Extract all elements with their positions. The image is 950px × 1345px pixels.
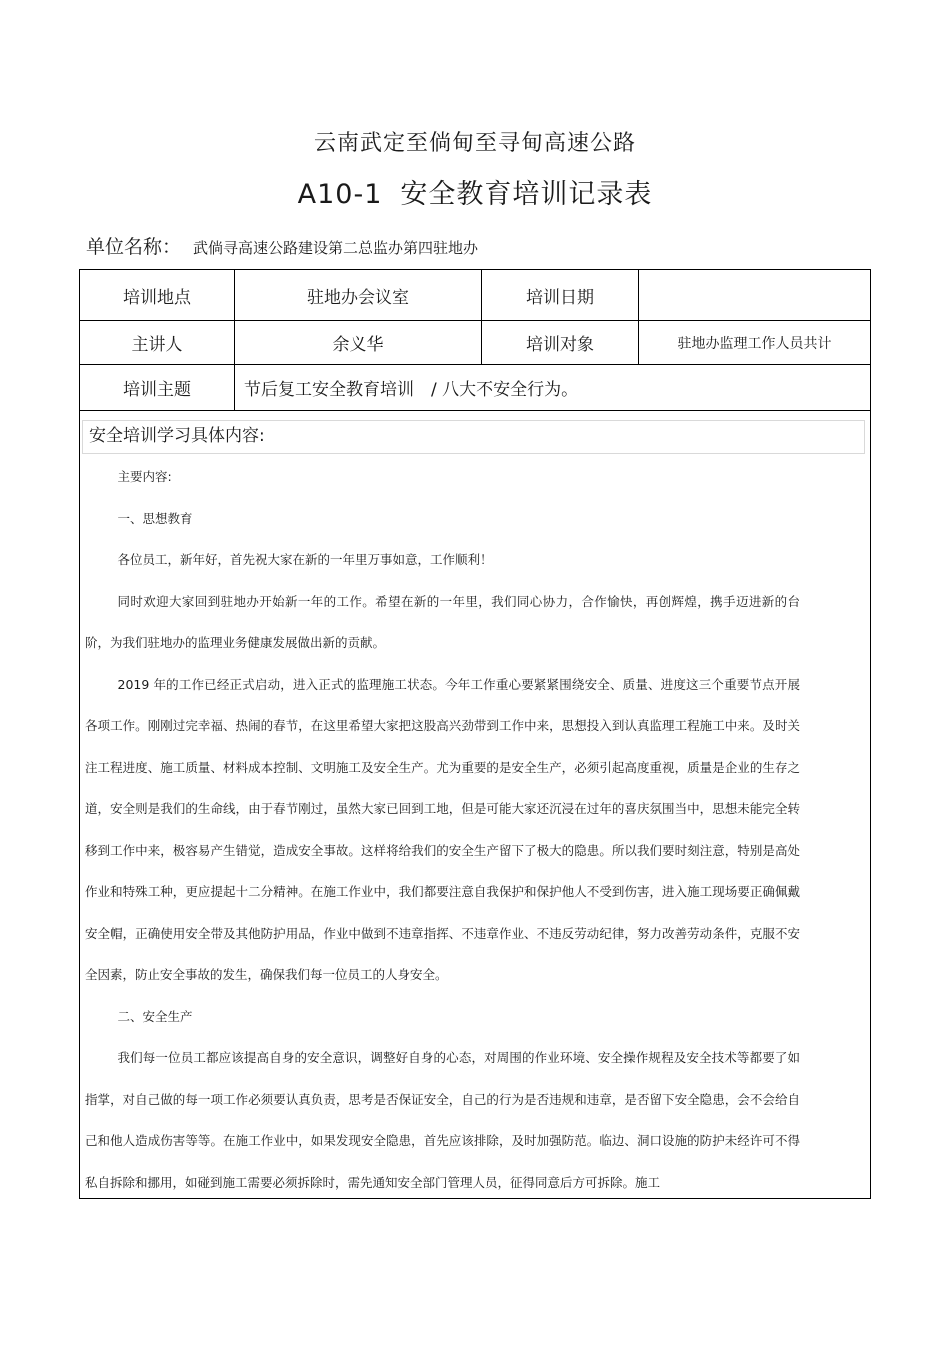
speaker-label: 主讲人 bbox=[80, 321, 235, 364]
form-row-speaker bbox=[80, 321, 870, 365]
location-value: 驻地办会议室 bbox=[235, 270, 482, 320]
topic-value: 节后复工安全教育培训 / 八大不安全行为。 bbox=[244, 380, 579, 400]
form-row-location bbox=[80, 270, 870, 321]
date-label: 培训日期 bbox=[482, 270, 639, 320]
content-body bbox=[85, 456, 800, 1203]
content-paragraph: 二、安全生产 bbox=[117, 1008, 193, 1024]
audience-label: 培训对象 bbox=[482, 321, 639, 364]
record-form bbox=[79, 269, 871, 1199]
unit-line bbox=[86, 232, 478, 259]
topic-label: 培训主题 bbox=[80, 365, 235, 410]
speaker-value: 余义华 bbox=[235, 321, 482, 364]
content-paragraph: 各位员工，新年好，首先祝大家在新的一年里万事如意，工作顺利！ bbox=[117, 552, 493, 567]
content-heading: 安全培训学习具体内容: bbox=[82, 420, 865, 454]
unit-label: 单位名称： bbox=[86, 236, 182, 258]
content-paragraph: 主要内容: bbox=[117, 469, 172, 484]
location-label: 培训地点 bbox=[80, 270, 235, 320]
audience-value: 驻地办监理工作人员共计 bbox=[677, 335, 832, 352]
content-paragraph: 我们每一位员工都应该提高自身的安全意识，调整好自身的心态，对周围的作业环境、安全操作规程及安全技术等都要了如指掌，对自己做的每一项工作必须要认真负责，思考是否保证安全，自己的行为是否违规和违章，是否留下安全隐患，会不会给自己和他人造成伤害等等。在施工作业中，如果发现安全隐患，首先应该排除，及时加强防范。临边、洞口设施的防护未经许可不得私自拆除和挪用，如碰到施工需要必须拆除时，需先通知安全部门管理人员，征得同意后方可拆除。施工 bbox=[85, 1050, 800, 1190]
form-code: A10-1 bbox=[297, 179, 383, 210]
date-value bbox=[639, 270, 870, 320]
unit-value: 武倘寻高速公路建设第二总监办第四驻地办 bbox=[193, 239, 479, 257]
document-title: 云南武定至倘甸至寻甸高速公路 bbox=[313, 131, 636, 156]
form-title-text: 安全教育培训记录表 bbox=[400, 179, 653, 210]
content-paragraph: 一、思想教育 bbox=[117, 510, 193, 526]
form-title bbox=[0, 172, 950, 211]
content-paragraph: 2019 年的工作已经正式启动，进入正式的监理施工状态。今年工作重心要紧紧围绕安全、质量、进度这三个重要节点开展各项工作。刚刚过完幸福、热闹的春节，在这里希望大家把这股高兴劲带到工作中来，思想投入到认真监理工程施工中来。及时关注工程进度、施工质量、材料成本控制、文明施工及安全生产。尤为重要的是安全生产，必须引起高度重视，质量是企业的生存之道，安全则是我们的生命线，由于春节刚过，虽然大家已回到工地，但是可能大家还沉浸在过年的喜庆氛围当中，思想未能完全转移到工作中来，极容易产生错觉，造成安全事故。这样将给我们的安全生产留下了极大的隐患。所以我们要时刻注意，特别是高处作业和特殊工种，更应提起十二分精神。在施工作业中，我们都要注意自我保护和保护他人不受到伤害，进入施工现场要正确佩戴安全帽，正确使用安全带及其他防护用品，作业中做到不违章指挥、不违章作业、不违反劳动纪律，努力改善劳动条件，克服不安全因素，防止安全事故的发生，确保我们每一位员工的人身安全。 bbox=[85, 676, 800, 982]
form-row-topic bbox=[80, 365, 870, 411]
content-paragraph: 同时欢迎大家回到驻地办开始新一年的工作。希望在新的一年里，我们同心协力，合作愉快，再创辉煌，携手迈进新的台阶，为我们驻地办的监理业务健康发展做出新的贡献。 bbox=[85, 593, 800, 650]
